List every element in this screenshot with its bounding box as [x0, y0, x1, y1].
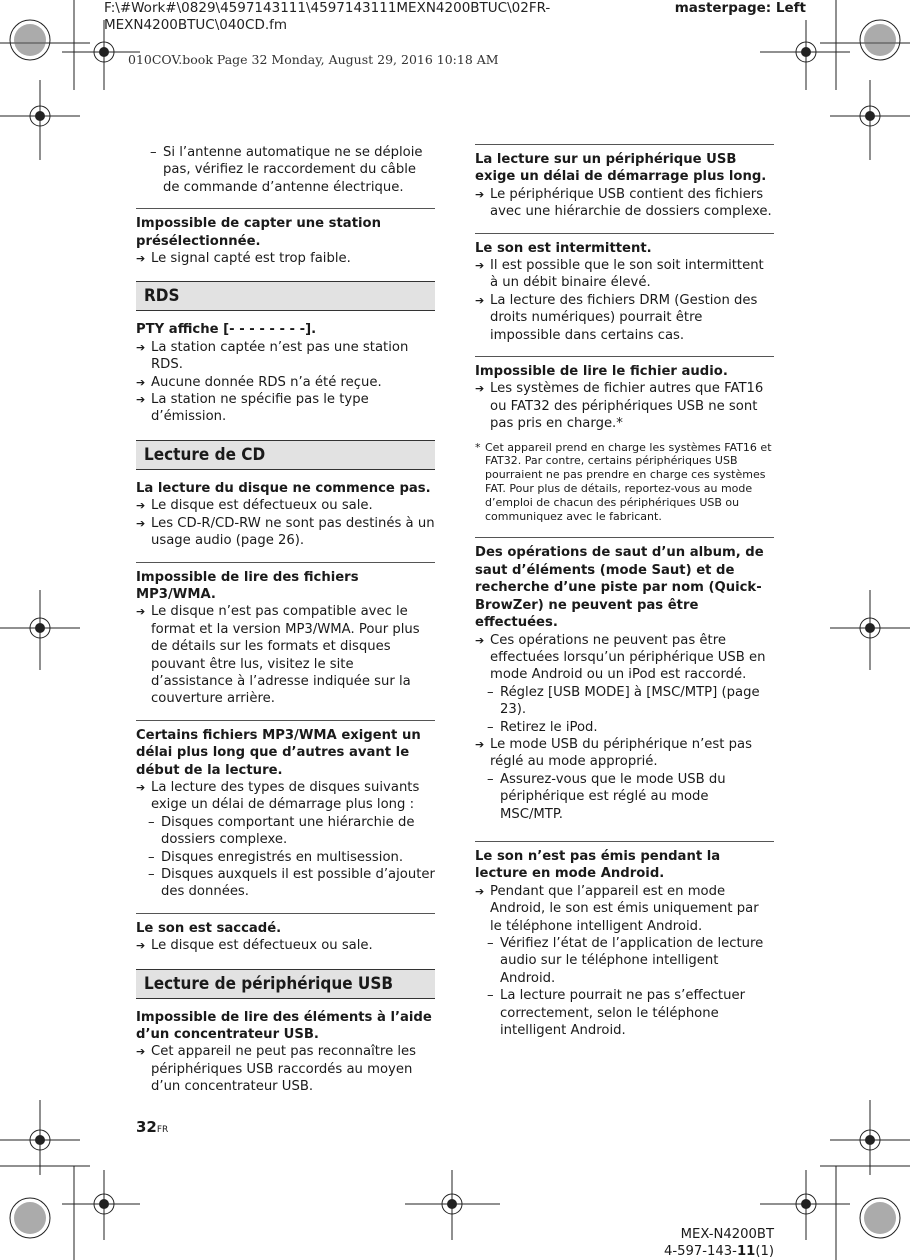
cause-item: [475, 632, 774, 684]
left-column: [136, 144, 435, 1108]
cause-text: Le disque est défectueux ou sale.: [151, 938, 373, 954]
page-number: [136, 1118, 168, 1136]
cause-item: [475, 736, 774, 771]
dash-item: [136, 144, 435, 196]
dash-item: [475, 684, 774, 719]
cause-item: [136, 937, 435, 954]
issue-preset: [136, 208, 435, 267]
dash-glyph: –: [148, 849, 155, 865]
arrow-icon: ➔: [136, 939, 146, 953]
footer-code-bold: 11: [736, 1244, 756, 1259]
footer-code: [664, 1243, 774, 1260]
dash-item: [475, 719, 774, 736]
arrow-icon: ➔: [136, 375, 146, 389]
cause-text: Les systèmes de fichier autres que FAT16 ou FAT32 des périphériques USB ne sont pas pris en charge.*: [490, 381, 764, 432]
dash-glyph: –: [487, 936, 494, 951]
cause-item: [136, 515, 435, 550]
cause-text: La lecture des types de disques suivants exige un délai de démarrage plus long :: [151, 779, 420, 813]
dash-item: [475, 987, 774, 1039]
issue-title: Certains fichiers MP3/WMA exigent un délai plus long que d’autres avant le début de la lecture.: [136, 727, 421, 778]
cause-item: [136, 779, 435, 814]
dash-glyph: –: [487, 988, 494, 1004]
cause-item: [136, 391, 435, 426]
dash-glyph: –: [150, 145, 157, 160]
arrow-icon: ➔: [136, 780, 146, 794]
dash-text: Si l’antenne automatique ne se déploie pas, vérifiez le raccordement du câble de commande d’antenne électrique.: [163, 145, 423, 195]
cause-text: Aucune donnée RDS n’a été reçue.: [151, 374, 382, 390]
footer-model: MEX-N4200BT: [680, 1227, 774, 1242]
header-path-line2: MEXN4200BTUC\040CD.fm: [104, 17, 288, 33]
issue-intermittent: [475, 233, 774, 344]
dash-text: Réglez [USB MODE] à [MSC/MTP] (page 23).: [500, 684, 760, 718]
cause-text: Cet appareil ne peut pas reconnaître les périphériques USB raccordés au moyen d’un concentrateur USB.: [151, 1044, 417, 1095]
cause-item: [136, 339, 435, 374]
issue-cd-start: [136, 480, 435, 550]
dash-item: [136, 814, 435, 849]
cause-item: [475, 380, 774, 432]
antenna-note: [136, 144, 435, 196]
cause-item: [136, 1043, 435, 1095]
dash-glyph: –: [148, 867, 155, 882]
cause-item: [136, 603, 435, 707]
issue-title: Impossible de lire le fichier audio.: [475, 364, 728, 380]
arrow-icon: ➔: [136, 393, 146, 407]
arrow-icon: ➔: [475, 737, 485, 751]
issue-audio-file: [475, 356, 774, 433]
cause-item: [475, 186, 774, 221]
dash-text: Disques auxquels il est possible d’ajouter des données.: [161, 867, 435, 900]
dash-text: La lecture pourrait ne pas s’effectuer correctement, selon le téléphone intelligent Android.: [500, 988, 745, 1039]
dash-glyph: –: [148, 814, 155, 830]
page-number-value: 32: [136, 1118, 157, 1136]
issue-android: [475, 841, 774, 1039]
arrow-icon: ➔: [475, 633, 485, 647]
cause-text: La station captée n’est pas une station RDS.: [151, 339, 409, 373]
issue-mp3-read: [136, 562, 435, 708]
arrow-icon: ➔: [136, 1045, 146, 1059]
cause-text: Le disque est défectueux ou sale.: [151, 498, 373, 514]
issue-skip: [136, 913, 435, 955]
section-header-usb: Lecture de périphérique USB: [136, 969, 435, 999]
dash-text: Disques enregistrés en multisession.: [161, 849, 404, 865]
arrow-icon: ➔: [475, 293, 485, 307]
dash-glyph: –: [487, 684, 494, 700]
arrow-icon: ➔: [475, 187, 485, 201]
issue-album-skip: [475, 537, 774, 823]
issue-title: Impossible de lire des éléments à l’aide d’un concentrateur USB.: [136, 1009, 432, 1043]
header-file-path: [104, 0, 550, 34]
cause-item: [136, 374, 435, 391]
issue-title: Impossible de capter une station présélectionnée.: [136, 216, 381, 249]
arrow-icon: ➔: [136, 516, 146, 530]
dash-item: [136, 866, 435, 901]
footer-code-prefix: 4-597-143-: [663, 1244, 737, 1259]
cause-text: La lecture des fichiers DRM (Gestion des droits numériques) pourrait être impossible dans certains cas.: [490, 292, 758, 343]
issue-title: La lecture sur un périphérique USB exige un délai de démarrage plus long.: [475, 152, 767, 185]
dash-text: Assurez-vous que le mode USB du périphérique est réglé au mode MSC/MTP.: [500, 771, 726, 822]
issue-title: Des opérations de saut d’un album, de saut d’éléments (mode Saut) et de recherche d’une piste par nom (Quick-BrowZer) ne peuvent pas être effectuées.: [475, 545, 764, 631]
cause-text: Le mode USB du périphérique n’est pas réglé au mode approprié.: [490, 736, 752, 770]
dash-item: [136, 849, 435, 866]
arrow-icon: ➔: [136, 605, 146, 619]
issue-mp3-delay: [136, 720, 435, 901]
dash-text: Vérifiez l’état de l’application de lecture audio sur le téléphone intelligent Android.: [500, 936, 764, 986]
header-path-line1: F:\#Work#\0829\4597143111\4597143111MEXN4200BTUC\02FR-: [104, 0, 551, 16]
page-lang: FR: [156, 1125, 169, 1135]
arrow-icon: ➔: [475, 259, 485, 273]
header-masterpage: masterpage: Left: [674, 0, 806, 16]
right-column: [475, 144, 774, 1051]
footer-code-suffix: (1): [755, 1244, 774, 1259]
arrow-icon: ➔: [136, 499, 146, 513]
issue-title: Le son est intermittent.: [475, 240, 652, 256]
issue-hub: [136, 1009, 435, 1096]
cause-text: Ces opérations ne peuvent pas être effectuées lorsqu’un périphérique USB en mode Android ou un iPod est raccordé.: [490, 632, 766, 683]
arrow-icon: ➔: [136, 252, 146, 266]
footer-model-info: [664, 1226, 774, 1260]
cause-text: Le disque n’est pas compatible avec le format et la version MP3/WMA. Pour plus de détails sur les formats et disques pouvant être lus, visitez le site d’assistance à l’adresse indiquée sur la couverture arrière.: [151, 604, 420, 707]
cause-item: [475, 883, 774, 935]
issue-title: Le son n’est pas émis pendant la lecture en mode Android.: [475, 848, 721, 882]
cause-text: La station ne spécifie pas le type d’émission.: [151, 392, 369, 425]
cause-text: Il est possible que le son soit intermittent à un débit binaire élevé.: [490, 258, 764, 291]
header-book-info: 010COV.book Page 32 Monday, August 29, 2016 10:18 AM: [128, 52, 499, 67]
dash-item: [475, 935, 774, 987]
cause-item: [136, 497, 435, 514]
cause-item: [475, 292, 774, 344]
footnote-marker: *: [475, 440, 481, 454]
cause-text: Le signal capté est trop faible.: [151, 251, 351, 267]
issue-usb-delay: [475, 144, 774, 221]
issue-pty: [136, 321, 435, 425]
cause-item: [136, 250, 435, 267]
cause-text: Pendant que l’appareil est en mode Android, le son est émis uniquement par le téléphone intelligent Android.: [490, 883, 759, 934]
section-header-cd: Lecture de CD: [136, 440, 435, 470]
issue-title: PTY affiche [- - - - - - - -].: [136, 322, 317, 338]
arrow-icon: ➔: [136, 340, 146, 354]
issue-title: Impossible de lire des fichiers MP3/WMA.: [136, 569, 359, 602]
dash-glyph: –: [487, 771, 494, 787]
arrow-icon: ➔: [475, 382, 485, 396]
dash-item: [475, 771, 774, 823]
footnote-text: Cet appareil prend en charge les systèmes FAT16 et FAT32. Par contre, certains périphériques USB pourraient ne pas prendre en charge ces systèmes FAT. Pour plus de détails, reportez-vous au mode d’emploi de chacun des périphériques USB ou communiquez avec le fabricant.: [485, 440, 772, 523]
cause-item: [475, 257, 774, 292]
dash-text: Disques comportant une hiérarchie de dossiers complexe.: [161, 814, 415, 848]
dash-text: Retirez le iPod.: [500, 719, 598, 735]
cause-text: Le périphérique USB contient des fichiers avec une hiérarchie de dossiers complexe.: [490, 186, 772, 220]
arrow-icon: ➔: [475, 884, 485, 898]
dash-glyph: –: [487, 719, 494, 735]
section-header-rds: RDS: [136, 281, 435, 311]
issue-title: La lecture du disque ne commence pas.: [136, 480, 431, 496]
cause-text: Les CD-R/CD-RW ne sont pas destinés à un usage audio (page 26).: [151, 515, 435, 549]
footnote: [475, 441, 774, 524]
issue-title: Le son est saccadé.: [136, 920, 282, 936]
